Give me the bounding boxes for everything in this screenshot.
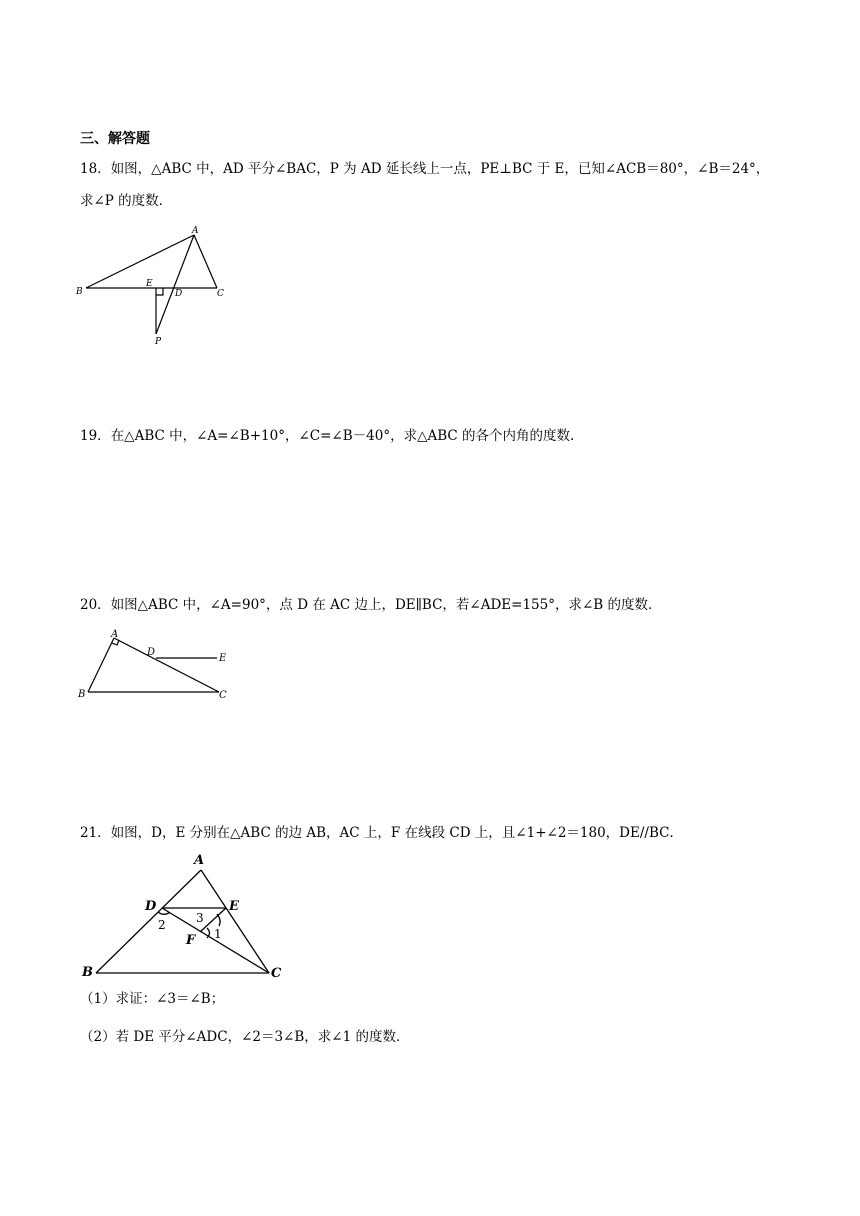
- question-18-line2: 求∠P 的度数．: [80, 193, 173, 209]
- question-21: [80, 818, 683, 848]
- figure-21: [74, 850, 294, 982]
- question-18-number: 18．: [80, 161, 111, 177]
- question-19: [80, 421, 574, 451]
- label-e: E: [229, 899, 239, 914]
- segment-ef: [200, 908, 226, 932]
- label-angle-1: 1: [214, 927, 222, 941]
- angle-2-arc: [158, 912, 169, 914]
- question-21-number: 21．: [80, 825, 111, 841]
- segment-ac: [114, 638, 219, 692]
- question-19-text: 在△ABC 中，∠A=∠B+10°，∠C=∠B－40°，求△ABC 的各个内角的度数.: [110, 428, 575, 444]
- label-b: B: [78, 689, 86, 700]
- segment-ab: [88, 638, 114, 692]
- label-d: D: [175, 289, 183, 299]
- question-20-number: 20．: [80, 597, 111, 613]
- segment-ap: [156, 235, 194, 334]
- question-21-text: 如图，D，E 分别在△ABC 的边 AB，AC 上，F 在线段 CD 上，且∠1+∠2＝180，DE//BC．: [110, 825, 683, 841]
- label-c: C: [271, 966, 282, 981]
- question-20: [80, 590, 661, 620]
- label-a: A: [192, 226, 199, 236]
- right-angle-mark: [156, 288, 163, 295]
- label-e: E: [146, 279, 153, 289]
- label-p: P: [155, 337, 162, 347]
- label-e: E: [219, 653, 227, 664]
- question-21-part2: （2）若 DE 平分∠ADC，∠2＝3∠B，求∠1 的度数．: [80, 1029, 410, 1045]
- segment-ba: [86, 235, 194, 288]
- label-b: B: [76, 287, 83, 297]
- label-c: C: [219, 690, 227, 701]
- label-a: A: [111, 629, 119, 640]
- question-20-text: 如图△ABC 中，∠A=90°，点 D 在 AC 边上，DE∥BC，若∠ADE=155°，求∠B 的度数．: [110, 597, 662, 613]
- figure-20: [74, 626, 244, 706]
- question-18-line1: [80, 154, 769, 184]
- label-c: C: [217, 289, 224, 299]
- label-b: B: [82, 965, 93, 980]
- section-title: 三、解答题: [80, 131, 150, 147]
- question-18-text: 如图，△ABC 中，AD 平分∠BAC，P 为 AD 延长线上一点，PE⊥BC 于 E，已知∠ACB＝80°，∠B＝24°，: [110, 161, 770, 177]
- label-angle-3: 3: [196, 911, 204, 925]
- label-d: D: [145, 899, 157, 914]
- label-f: F: [186, 933, 196, 948]
- figure-18: [74, 222, 234, 348]
- label-d: D: [147, 647, 156, 658]
- label-a: A: [194, 853, 205, 868]
- segment-ac: [194, 235, 217, 288]
- question-19-number: 19．: [80, 428, 111, 444]
- question-21-part1: （1）求证：∠3＝∠B；: [80, 991, 225, 1007]
- label-angle-2: 2: [158, 918, 166, 932]
